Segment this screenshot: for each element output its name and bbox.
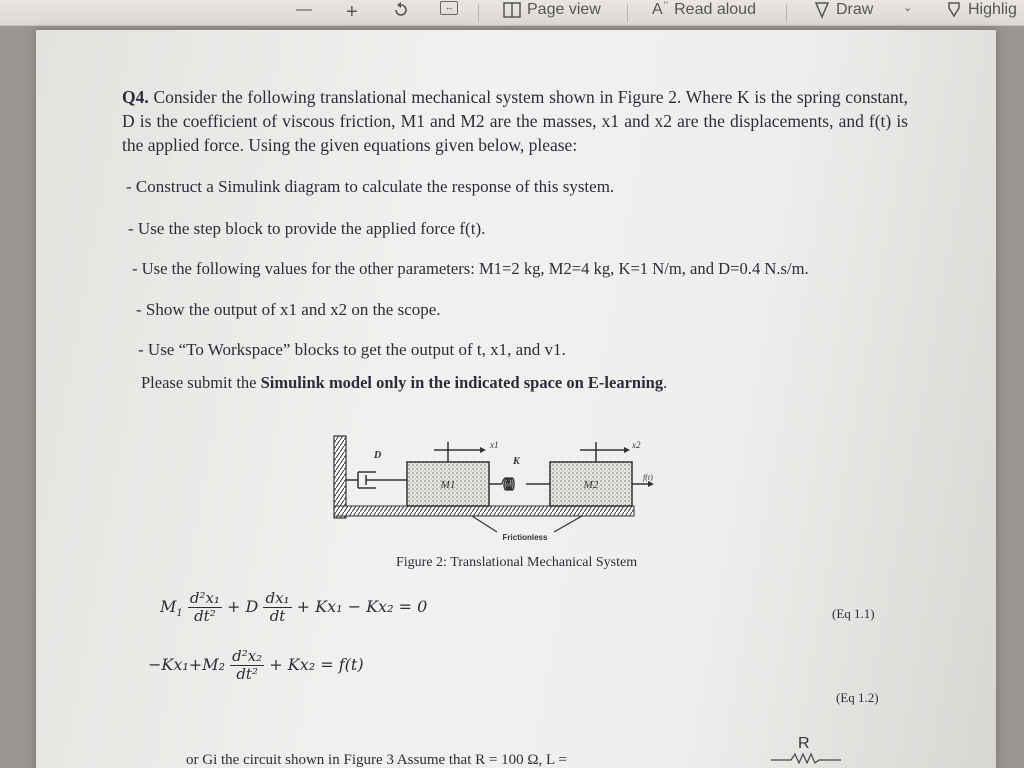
eq2-second-derivative: [230, 648, 264, 683]
page-view-button[interactable]: [503, 1, 601, 19]
instruction-item: - Construct a Simulink diagram to calculate the response of this system.: [126, 177, 615, 196]
toolbar-divider: [786, 4, 787, 22]
x1-label: x1: [490, 440, 499, 450]
instruction-item: - Use “To Workspace” blocks to get the output of t, x1, and v1.: [138, 340, 566, 359]
rotate-button[interactable]: [392, 1, 410, 19]
equation-1: [160, 590, 427, 625]
instruction-item: - Show the output of x1 and x2 on the scope.: [136, 300, 441, 319]
read-aloud-icon: A: [652, 1, 663, 18]
eq1-damping-term: + D: [227, 597, 259, 616]
reader-toolbar: [0, 0, 1024, 26]
document-page: [36, 30, 996, 768]
resistor-symbol: [771, 752, 841, 764]
question-paragraph: [122, 85, 908, 157]
fit-width-icon: ↔: [440, 1, 458, 15]
frictionless-label: Frictionless: [502, 533, 548, 542]
equation-2: [148, 648, 364, 683]
eq1-spring-terms: + Kx₁ − Kx₂ = 0: [296, 597, 428, 616]
resistor-label: R: [798, 735, 810, 752]
draw-pen-icon: [814, 1, 830, 19]
submit-prefix: Please submit the: [141, 373, 261, 392]
submission-note: [141, 373, 667, 393]
instruction-item: - Use the following values for the other parameters: M1=2 kg, M2=4 kg, K=1 N/m, and D=0.4 N.s/m.: [132, 259, 809, 278]
read-aloud-label: Read aloud: [674, 1, 756, 18]
eq2-numerator: d²x₂: [232, 647, 263, 665]
eq1-mass-subscript: 1: [176, 608, 183, 620]
submit-suffix: .: [663, 373, 668, 392]
question-number: Q4.: [122, 87, 149, 107]
toolbar-divider: [627, 4, 628, 22]
instruction-item: - Use the step block to provide the applied force f(t).: [128, 219, 486, 238]
figure-caption: Figure 2: Translational Mechanical System: [396, 555, 638, 570]
minus-icon: —: [296, 1, 312, 18]
damper: [346, 450, 407, 488]
page-view-icon: [503, 2, 521, 18]
frictionless-annotation: [472, 516, 582, 542]
spring-label: K: [513, 456, 520, 467]
eq2-right-terms: + Kx₂ = f(t): [269, 655, 364, 674]
read-aloud-button[interactable]: [652, 1, 756, 19]
eq1-numerator: dx₁: [265, 589, 290, 607]
displacement-x1-arrow: [434, 440, 499, 462]
draw-label: Draw: [836, 1, 874, 18]
draw-button[interactable]: [814, 1, 873, 19]
eq1-numerator: d²x₁: [189, 589, 220, 607]
displacement-x2-arrow: [580, 440, 641, 462]
applied-force-arrow: [632, 473, 654, 487]
fit-page-button[interactable]: [440, 1, 458, 15]
zoom-out-button[interactable]: [296, 1, 312, 19]
page-view-label: Page view: [527, 1, 601, 18]
highlighter-icon: [946, 1, 962, 19]
mass-m1-label: M1: [440, 479, 456, 491]
force-label: f(t): [643, 473, 653, 482]
chevron-down-icon: ⌄: [903, 2, 913, 14]
rotate-icon: [392, 1, 410, 19]
plus-icon: +: [346, 1, 358, 23]
eq1-denominator: dt: [269, 607, 286, 625]
highlight-label: Highlig: [968, 1, 1017, 18]
highlight-button[interactable]: [946, 1, 1017, 19]
draw-options-dropdown[interactable]: [903, 1, 912, 14]
x2-label: x2: [632, 440, 641, 450]
question-intro: Consider the following translational mechanical system shown in Figure 2. Where K is the spring constant, D is the coefficient of viscous friction, M1 and M2 are the masses, x1 and x2 are the displacements, and f(t) is the applied force. Using the given equations given below, please:: [122, 87, 908, 155]
mass-m2-label: M2: [583, 479, 599, 491]
sound-wave-icon: ʼʼ: [663, 0, 669, 12]
floor: [334, 506, 634, 516]
eq1-second-derivative: [188, 590, 222, 625]
spring: [489, 456, 550, 490]
equation-1-label: (Eq 1.1): [832, 606, 875, 621]
eq2-denominator: dt²: [236, 665, 258, 683]
eq2-left-terms: −Kx₁+M₂: [148, 655, 225, 674]
eq1-mass: M: [160, 597, 177, 616]
submit-bold: Simulink model only in the indicated space on E-learning: [260, 373, 664, 392]
toolbar-divider: [478, 4, 479, 22]
eq1-denominator: dt²: [194, 607, 216, 625]
next-question-text: or Gi the circuit shown in Figure 3 Assume that R = 100 Ω, L =: [186, 752, 567, 768]
mechanical-system-figure: [332, 428, 662, 548]
zoom-in-button[interactable]: [346, 1, 358, 24]
equation-2-label: (Eq 1.2): [836, 690, 879, 705]
damper-label: D: [374, 450, 382, 461]
eq1-first-derivative: [263, 590, 291, 625]
